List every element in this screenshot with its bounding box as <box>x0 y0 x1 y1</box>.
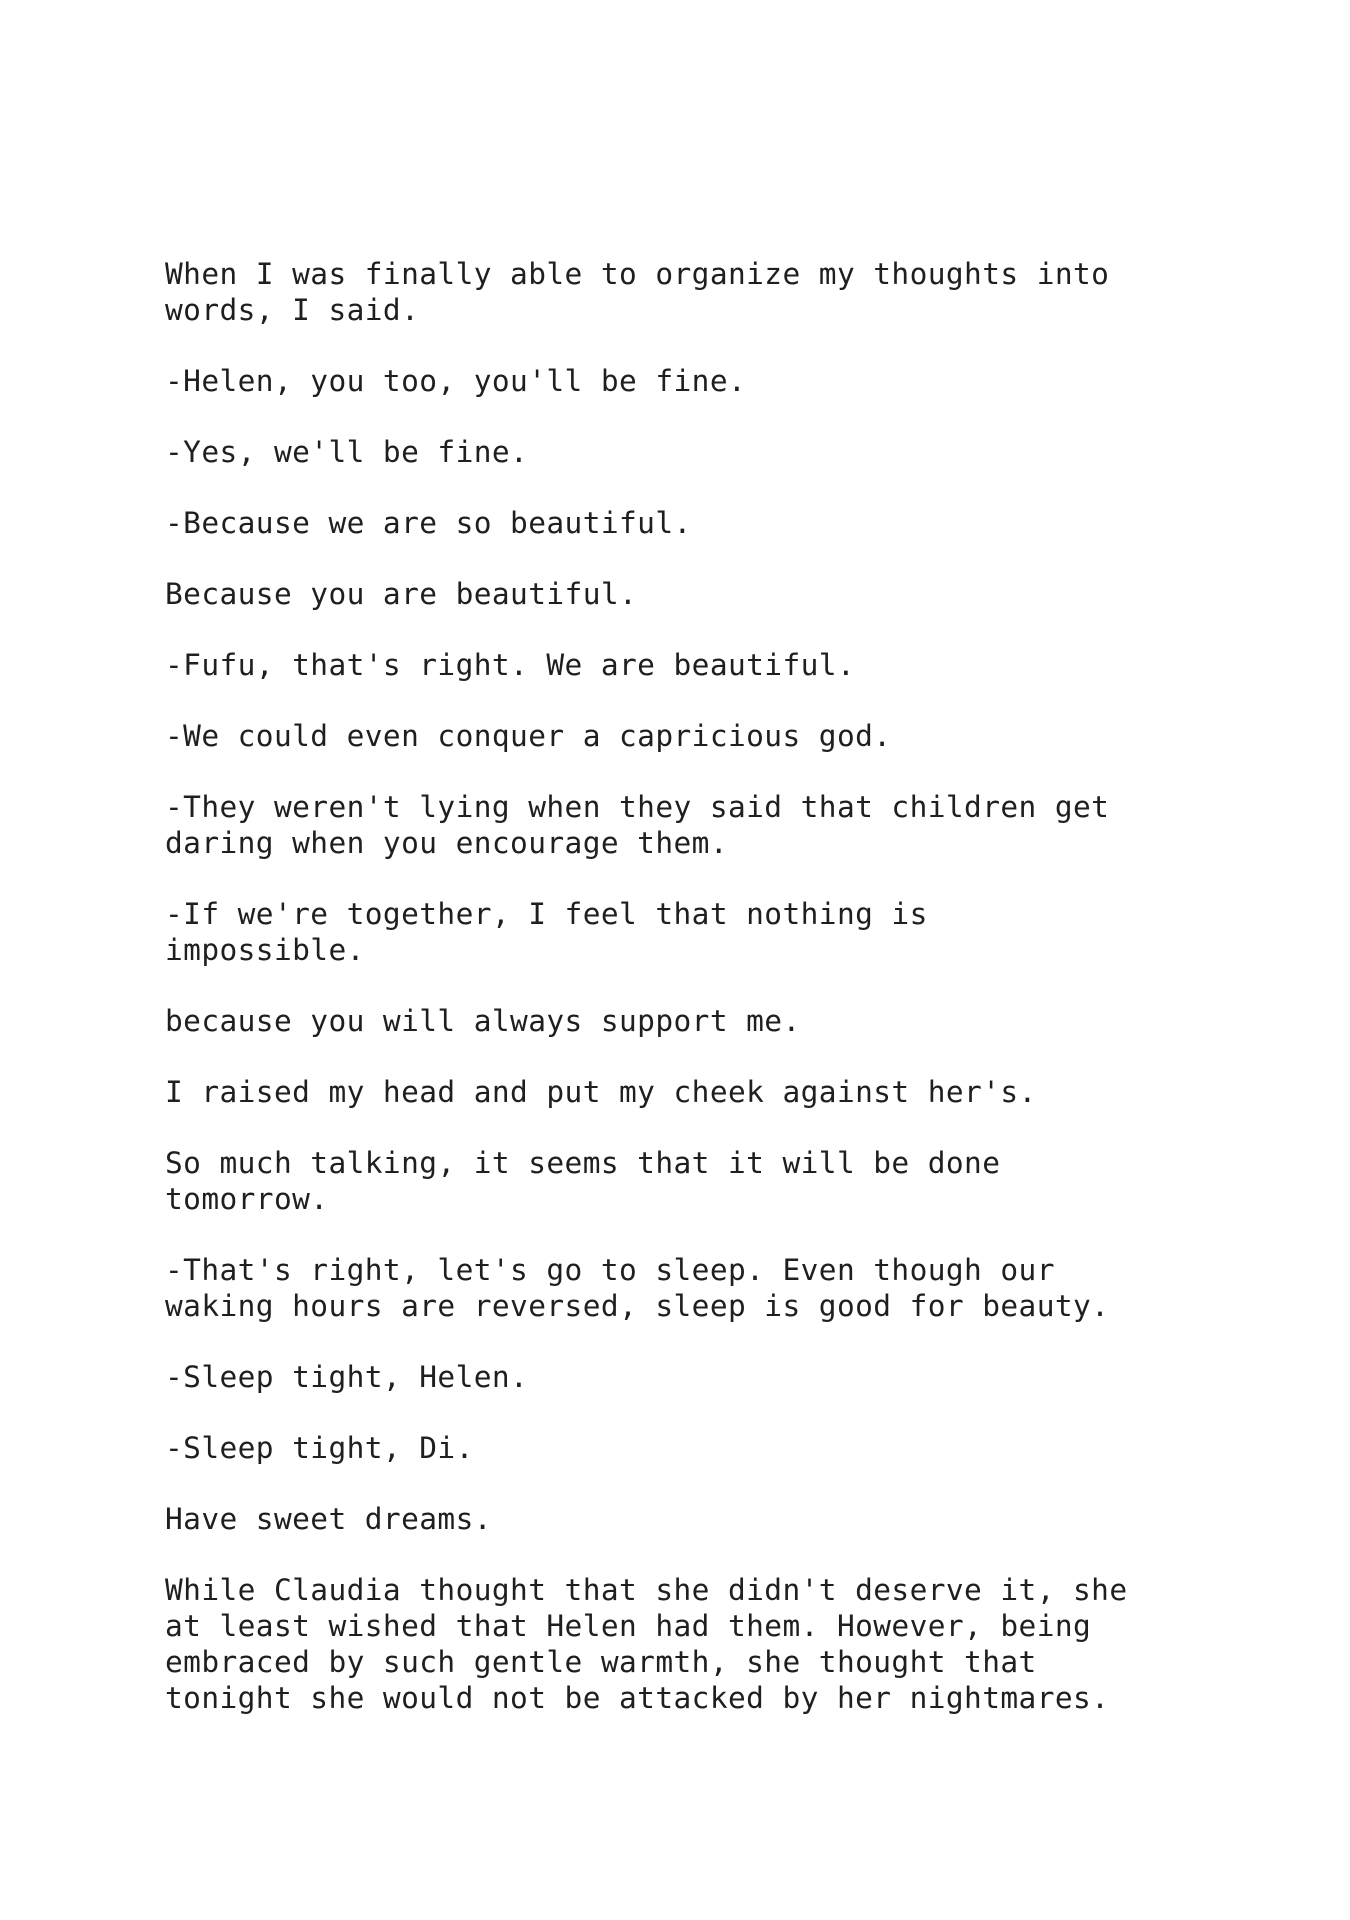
paragraph: -Yes, we'll be fine. <box>165 435 529 469</box>
paragraph: -Sleep tight, Di. <box>165 1431 474 1465</box>
paragraph: -Fufu, that's right. We are beautiful. <box>165 648 856 682</box>
paragraph: Because you are beautiful. <box>165 577 638 611</box>
paragraph: -Because we are so beautiful. <box>165 506 692 540</box>
paragraph: I raised my head and put my cheek against her's. <box>165 1075 1037 1109</box>
paragraph: because you will always support me. <box>165 1004 801 1038</box>
paragraph: -They weren't lying when they said that children get daring when you encourage them. <box>165 790 1110 860</box>
paragraph: -Helen, you too, you'll be fine. <box>165 364 747 398</box>
paragraph: -We could even conquer a capricious god. <box>165 719 892 753</box>
story-text <box>165 256 1225 1751</box>
paragraph: -That's right, let's go to sleep. Even though our waking hours are reversed, sleep is good for beauty. <box>165 1253 1110 1323</box>
paragraph: -Sleep tight, Helen. <box>165 1360 529 1394</box>
paragraph: While Claudia thought that she didn't deserve it, she at least wished that Helen had them. However, being embraced by such gentle warmth, she thought that tonight she would not be attacked by her nightmares. <box>165 1573 1128 1715</box>
paragraph: Have sweet dreams. <box>165 1502 492 1536</box>
paragraph: -If we're together, I feel that nothing is impossible. <box>165 897 928 967</box>
paragraph: So much talking, it seems that it will be done tomorrow. <box>165 1146 1001 1216</box>
paragraph: When I was finally able to organize my thoughts into words, I said. <box>165 257 1110 327</box>
